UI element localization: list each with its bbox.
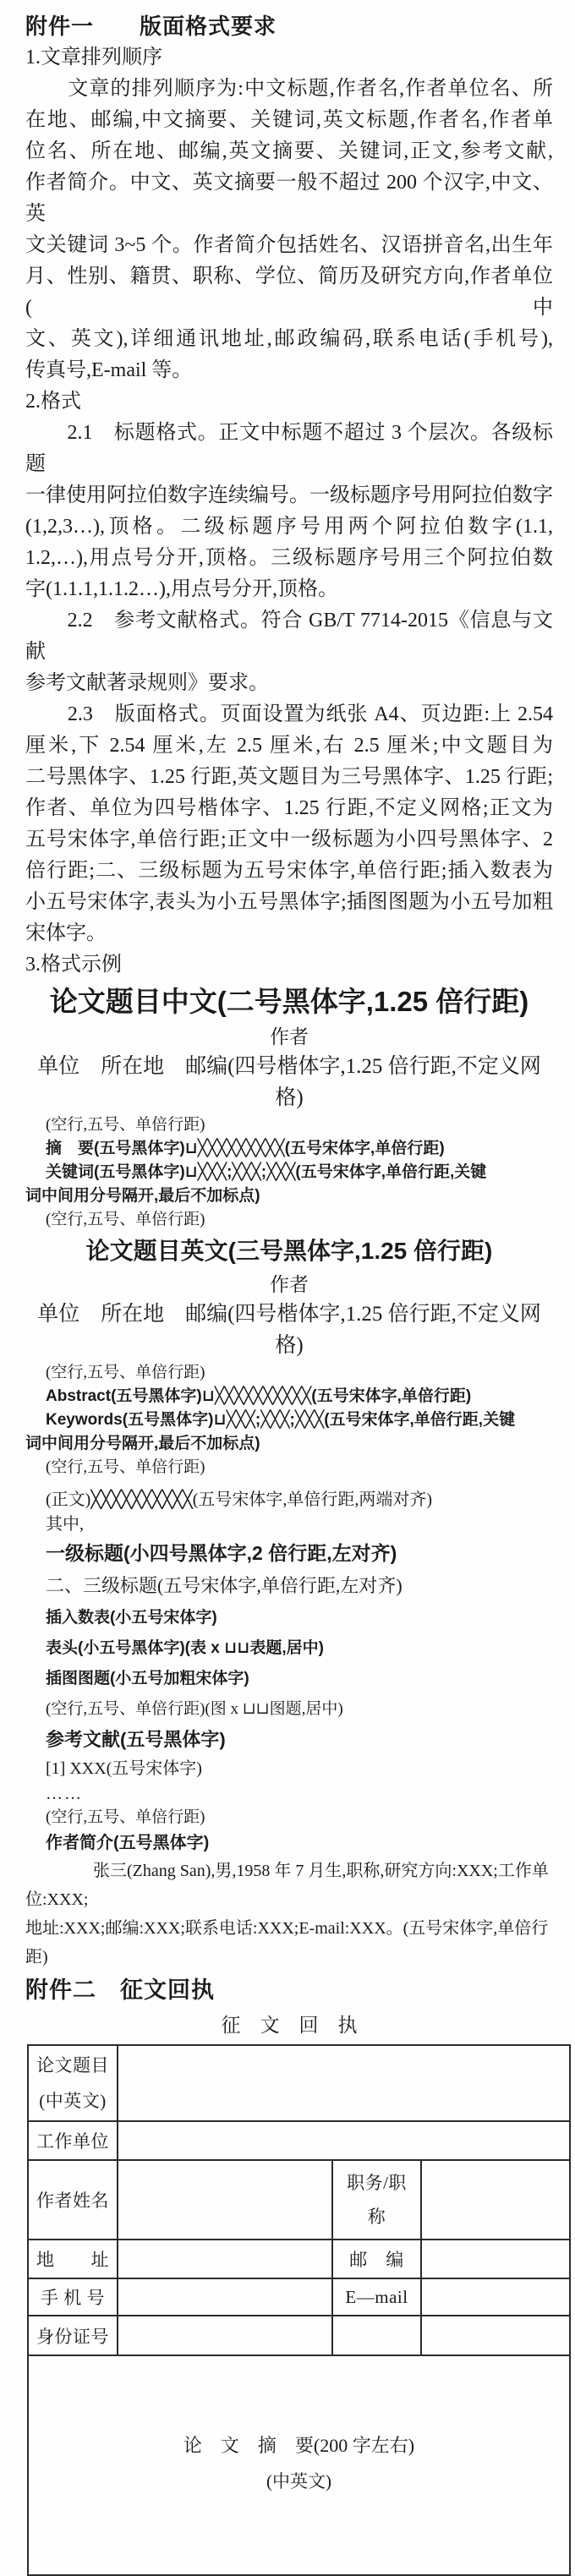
id-number-field-2 — [332, 2316, 421, 2355]
article-order-paragraph — [25, 74, 553, 386]
text-line: 作者简介。中文、英文摘要一般不超过 200 个汉字,中文、英 — [25, 172, 553, 225]
text-line: (1,2,3…),顶格。二级标题序号用两个阿拉伯数字(1.1, — [25, 516, 553, 538]
clause-2-1-paragraph — [25, 418, 553, 605]
text-line: 月、性别、籍贯、职称、学位、简历及研究方向,作者单位(中 — [25, 265, 553, 319]
text-line: 五号宋体字,单倍行距;正文中一级标题为小四号黑体字、2 — [25, 829, 553, 850]
example-en-affiliation: 单位 所在地 邮编(四号楷体字,1.25 倍行距,不定义网格) — [37, 1303, 541, 1357]
attachment1-heading: 附件一 版面格式要求 — [25, 14, 277, 39]
example-en-author: 作者 — [270, 1274, 309, 1295]
blank-line-note: (空行,五号、单倍行距) — [46, 1211, 205, 1228]
clause-2-2-paragraph — [25, 605, 553, 699]
example-author-bio-heading: 作者简介(五号黑体字) — [46, 1834, 210, 1852]
example-among-line: 其中, — [46, 1515, 84, 1534]
text-line: 传真号,E-mail 等。 — [25, 359, 193, 381]
example-author-bio-line2: 地址:XXX;邮编:XXX;联系电话:XXX;E-mail:XXX。(五号宋体字,单倍行距) — [25, 1919, 549, 1966]
paper-abstract-cell — [28, 2355, 570, 2575]
example-references-heading: 参考文献(五号黑体字) — [46, 1729, 226, 1750]
text-line: 倍行距;二、三级标题为五号宋体字,单倍行距;插入数表为 — [25, 860, 553, 882]
blank-line-note: (空行,五号、单倍行距) — [46, 1364, 205, 1381]
paper-abstract-subtitle: (中英文) — [266, 2471, 331, 2491]
paper-title-field — [118, 2045, 570, 2121]
text-line: 字(1.1.1,1.1.2…),用点号分开,顶格。 — [25, 578, 338, 600]
table-row — [28, 2240, 570, 2278]
text-line: 2.3 版面格式。页面设置为纸张 A4、页边距:上 2.54 — [25, 703, 553, 725]
example-level1-heading: 一级标题(小四号黑体字,2 倍行距,左对齐) — [46, 1542, 397, 1564]
attachment2-heading: 附件二 征文回执 — [25, 1977, 215, 2003]
table-row — [28, 2121, 570, 2160]
blank-line-note: (空行,五号、单倍行距) — [46, 1458, 205, 1476]
text-line: 位名、所在地、邮编,英文摘要、关键词,正文,参考文献, — [25, 140, 553, 162]
text-line: 1.2,…),用点号分开,顶格。三级标题序号用三个阿拉伯数 — [25, 547, 553, 569]
blank-line-note: (空行,五号、单倍行距) — [46, 1808, 205, 1826]
text-line: 文、英文),详细通讯地址,邮政编码,联系电话(手机号), — [25, 328, 553, 350]
paper-abstract-title: 论 文 摘 要(200 字左右) — [183, 2435, 415, 2456]
table-row — [28, 2278, 570, 2316]
email-field — [421, 2278, 570, 2316]
section3-title: 3.格式示例 — [25, 954, 122, 976]
example-en-keywords-line: Keywords(五号黑体字)⊔╳╳╳;╳╳╳;╳╳╳(五号宋体字,单倍行距,关键 — [46, 1411, 516, 1429]
text-line: 参考文献著录规则》要求。 — [25, 672, 269, 694]
example-figure-title-note: 插图图题(小五号加粗宋体字) — [46, 1670, 249, 1687]
author-name-field — [118, 2160, 332, 2240]
text-line: 2.1 标题格式。正文中标题不超过 3 个层次。各级标题 — [25, 422, 553, 475]
example-ellipsis: …… — [46, 1785, 83, 1803]
example-cn-keywords-line: 关键词(五号黑体字)⊔╳╳╳;╳╳╳;╳╳╳(五号宋体字,单倍行距,关键 — [46, 1163, 487, 1181]
id-number-label: 身份证号 — [28, 2316, 118, 2355]
postcode-label: 邮 编 — [332, 2240, 421, 2278]
example-author-bio-line1: 张三(Zhang San),男,1958 年 7 月生,职称,研究方向:XXX;工作单位:XXX; — [25, 1862, 549, 1909]
text-line: 二号黑体字、1.25 行距,英文题目为三号黑体字、1.25 行距; — [25, 766, 553, 788]
position-title-field — [421, 2160, 570, 2240]
table-row — [28, 2316, 570, 2355]
example-blank-figure-note: (空行,五号、单倍行距)(图 x ⊔⊔图题,居中) — [46, 1700, 343, 1718]
mobile-label: 手 机 号 — [28, 2278, 118, 2316]
text-line: 宋体字。 — [25, 922, 107, 944]
example-level23-heading: 二、三级标题(五号宋体字,单倍行距,左对齐) — [46, 1575, 402, 1596]
mobile-field — [118, 2278, 332, 2316]
section1-title: 1.文章排列顺序 — [25, 46, 162, 68]
table-row — [28, 2045, 570, 2121]
text-line: 小五号宋体字,表头为小五号黑体字;插图图题为小五号加粗 — [25, 891, 553, 913]
work-unit-field — [118, 2121, 570, 2160]
paper-title-label: 论文题目 (中英文) — [28, 2045, 118, 2121]
example-reference-item: [1] XXX(五号宋体字) — [46, 1759, 202, 1778]
example-table-insert-note: 插入数表(小五号宋体字) — [46, 1609, 217, 1627]
example-cn-abstract-line: 摘 要(五号黑体字)⊔╳╳╳╳╳╳╳╳╳(五号宋体字,单倍行距) — [46, 1140, 445, 1157]
reply-form-title: 征 文 回 执 — [221, 2015, 358, 2036]
text-line: 文关键词 3~5 个。作者简介包括姓名、汉语拼音名,出生年 — [25, 234, 553, 256]
reply-form-table — [27, 2044, 571, 2576]
example-cn-author: 作者 — [270, 1026, 309, 1047]
id-number-field — [118, 2316, 332, 2355]
text-line: 一律使用阿拉伯数字连续编号。一级标题序号用阿拉伯数字 — [25, 484, 553, 506]
clause-2-3-paragraph — [25, 699, 553, 949]
postcode-field — [421, 2240, 570, 2278]
position-title-label: 职务/职称 — [332, 2160, 421, 2240]
example-cn-paper-title: 论文题目中文(二号黑体字,1.25 倍行距) — [49, 986, 529, 1017]
address-label: 地 址 — [28, 2240, 118, 2278]
text-line: 2.2 参考文献格式。符合 GB/T 7714-2015《信息与文献 — [25, 610, 553, 663]
id-number-field-3 — [421, 2316, 570, 2355]
text-line: 厘米,下 2.54 厘米,左 2.5 厘米,右 2.5 厘米;中文题目为 — [25, 735, 553, 757]
section2-title: 2.格式 — [25, 391, 81, 413]
work-unit-label: 工作单位 — [28, 2121, 118, 2160]
example-cn-keywords-wrap: 词中间用分号隔开,最后不加标点) — [25, 1187, 260, 1205]
email-label: E—mail — [332, 2278, 421, 2316]
text-line: 文章的排列顺序为:中文标题,作者名,作者单位名、所 — [25, 78, 553, 100]
author-name-label: 作者姓名 — [28, 2160, 118, 2240]
example-body-text-line: (正文)╳╳╳╳╳╳╳╳╳╳(五号宋体字,单倍行距,两端对齐) — [46, 1490, 433, 1509]
table-row — [28, 2355, 570, 2575]
example-en-abstract-line: Abstract(五号黑体字)⊔╳╳╳╳╳╳╳╳╳╳(五号宋体字,单倍行距) — [46, 1387, 472, 1405]
blank-line-note: (空行,五号、单倍行距) — [46, 1116, 205, 1134]
example-table-head-note: 表头(小五号黑体字)(表 x ⊔⊔表题,居中) — [46, 1639, 324, 1657]
example-cn-affiliation: 单位 所在地 邮编(四号楷体字,1.25 倍行距,不定义网格) — [37, 1055, 541, 1109]
example-en-keywords-wrap: 词中间用分号隔开,最后不加标点) — [25, 1435, 260, 1452]
table-row — [28, 2160, 570, 2240]
text-line: 作者、单位为四号楷体字、1.25 行距,不定义网格;正文为 — [25, 797, 553, 819]
example-en-paper-title: 论文题目英文(三号黑体字,1.25 倍行距) — [85, 1238, 493, 1264]
text-line: 在地、邮编,中文摘要、关键词,英文标题,作者名,作者单 — [25, 109, 553, 131]
address-field — [118, 2240, 332, 2278]
